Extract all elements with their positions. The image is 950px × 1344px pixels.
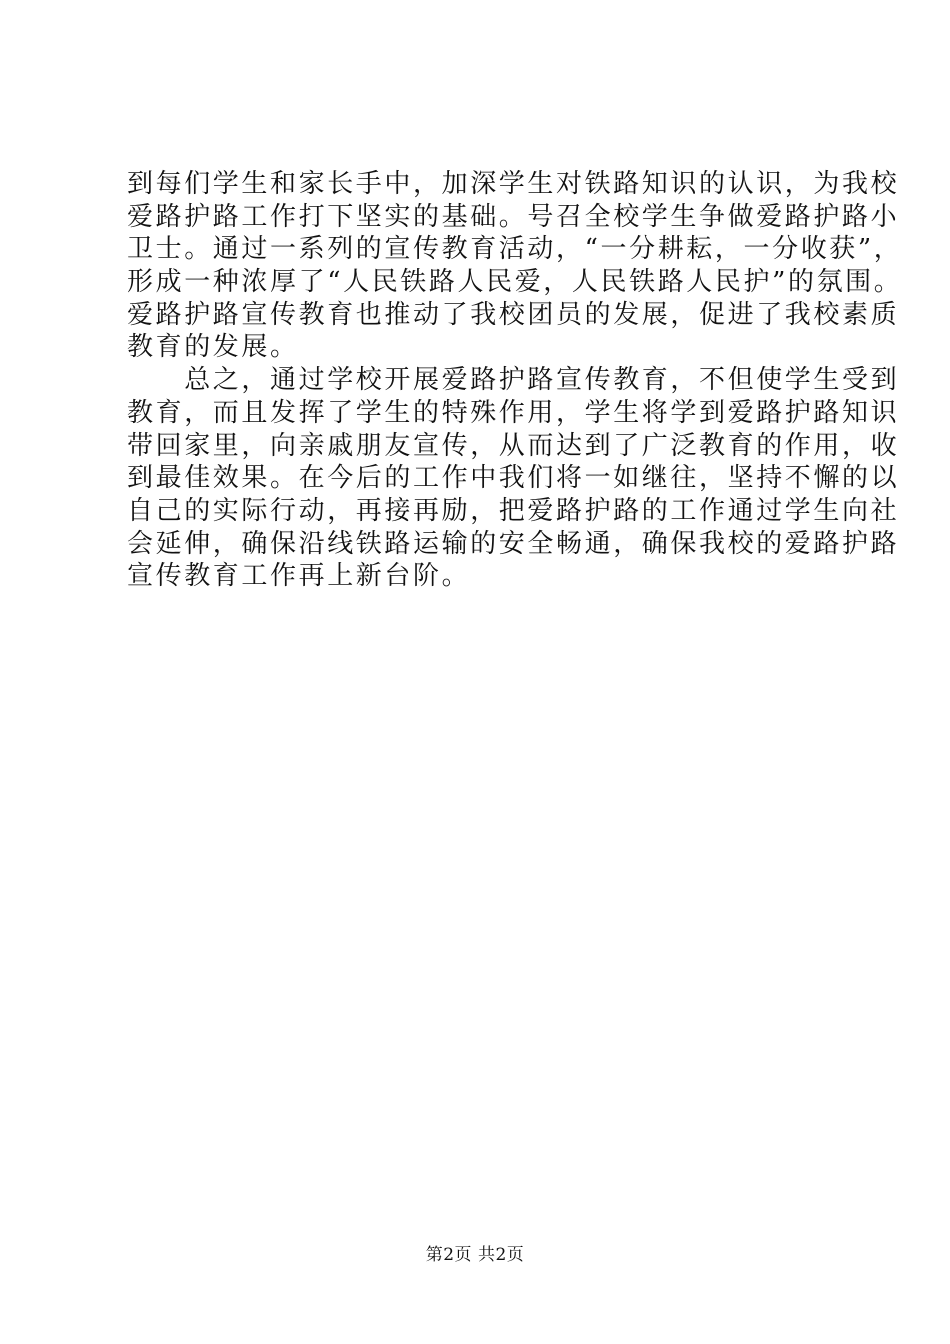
document-body — [127, 168, 903, 593]
body-line: 爱路护路工作打下坚实的基础。号召全校学生争做爱路护路小 — [127, 201, 900, 232]
body-line: 到每们学生和家长手中，加深学生对铁路知识的认识，为我校 — [127, 169, 900, 199]
body-line: 总之，通过学校开展爱路护路宣传教育，不但使学生受到 — [127, 365, 900, 396]
body-line: 卫士。通过一系列的宣传教育活动，“一分耕耘，一分收获”， — [127, 234, 903, 265]
body-line: 爱路护路宣传教育也推动了我校团员的发展，促进了我校素质 — [127, 299, 900, 330]
page-number-footer: 第2页 共2页 — [425, 1245, 525, 1265]
body-line: 会延伸，确保沿线铁路运输的安全畅通，确保我校的爱路护路 — [127, 528, 900, 559]
body-line: 自己的实际行动，再接再励，把爱路护路的工作通过学生向社 — [127, 495, 900, 526]
body-line: 宣传教育工作再上新台阶。 — [127, 561, 471, 592]
body-line: 教育的发展。 — [127, 332, 299, 363]
body-line: 形成一种浓厚了“人民铁路人民爱，人民铁路人民护”的氛围。 — [127, 267, 903, 298]
body-line: 教育，而且发挥了学生的特殊作用，学生将学到爱路护路知识 — [127, 397, 900, 428]
body-line: 带回家里，向亲戚朋友宣传，从而达到了广泛教育的作用，收 — [127, 430, 900, 461]
body-line: 到最佳效果。在今后的工作中我们将一如继往，坚持不懈的以 — [127, 463, 900, 494]
